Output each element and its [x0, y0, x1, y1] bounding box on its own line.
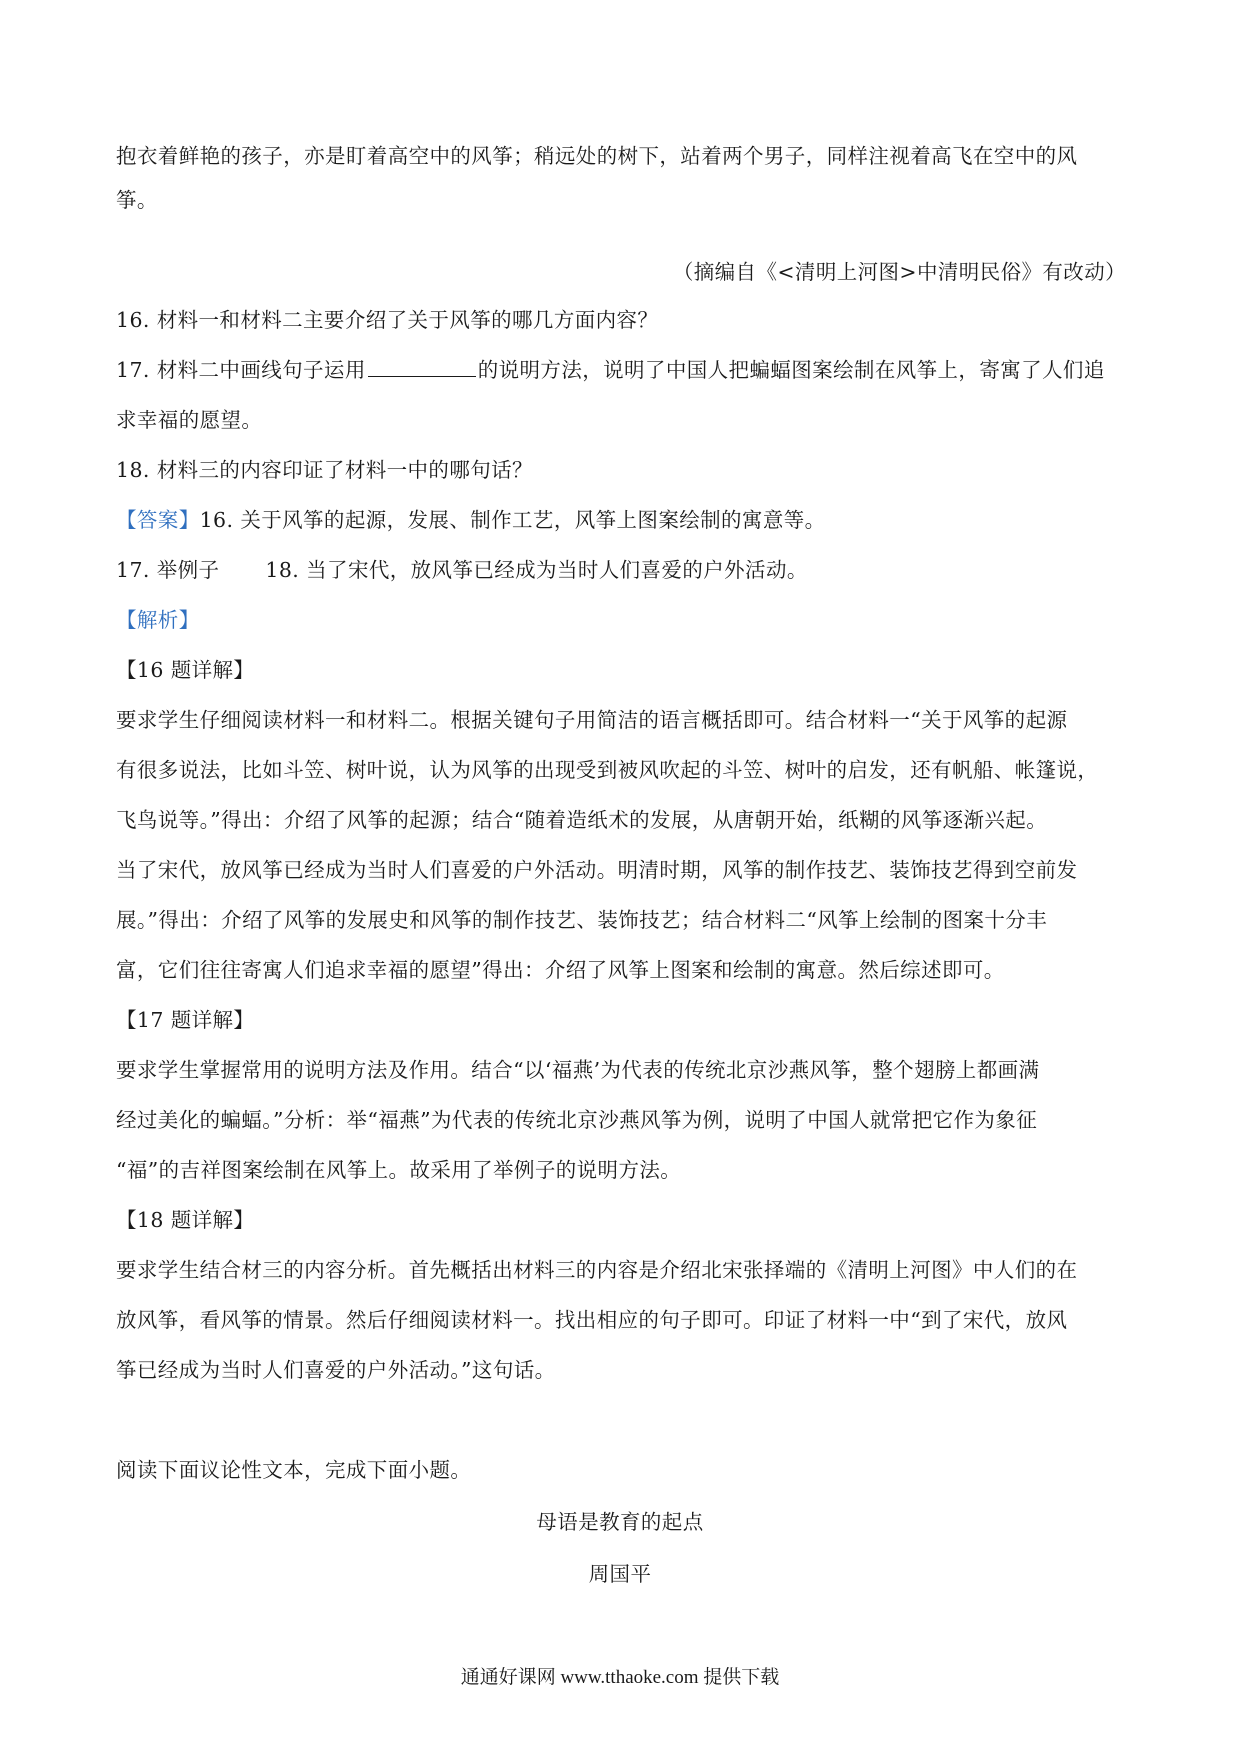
analysis-17-line: 经过美化的蝙蝠。”分析：举“福燕”为代表的传统北京沙燕风筝为例，说明了中国人就常把它作为象征: [116, 1108, 1038, 1132]
analysis-16-line: 飞鸟说等。”得出：介绍了风筝的起源；结合“随着造纸术的发展，从唐朝开始，纸糊的风筝逐渐兴起。: [116, 808, 1048, 832]
answer-line: [116, 506, 1126, 534]
question-17-suffix: 的说明方法，说明了中国人把蝙蝠图案绘制在风筝上，寄寓了人们追: [477, 358, 1105, 382]
analysis-heading-16: 【16 题详解】: [116, 658, 255, 682]
question-18: 18. 材料三的内容印证了材料一中的哪句话？: [116, 458, 533, 482]
article-title: 母语是教育的起点: [536, 1510, 704, 1534]
passage-source: （摘编自《<清明上河图>中清明民俗》有改动）: [672, 260, 1126, 284]
answer-16: 16. 关于风筝的起源，发展、制作工艺，风筝上图案绘制的寓意等。: [199, 508, 826, 532]
reading-instruction: 阅读下面议论性文本，完成下面小题。: [116, 1458, 472, 1482]
answer-label: 【答案】: [116, 508, 200, 532]
passage-text-line: 抱衣着鲜艳的孩子，亦是盯着高空中的风筝；稍远处的树下，站着两个男子，同样注视着高飞在空中的风: [116, 144, 1078, 168]
question-17-cont: 求幸福的愿望。: [116, 408, 263, 432]
analysis-16-line: 展。”得出：介绍了风筝的发展史和风筝的制作技艺、装饰技艺；结合材料二“风筝上绘制的图案十分丰: [116, 908, 1048, 932]
question-16: 16. 材料一和材料二主要介绍了关于风筝的哪几方面内容？: [116, 308, 659, 332]
answer-blank: [368, 356, 476, 377]
analysis-18-line: 放风筝，看风筝的情景。然后仔细阅读材料一。找出相应的句子即可。印证了材料一中“到了宋代，放风: [116, 1308, 1068, 1332]
question-17: [116, 356, 1126, 384]
answer-line-2: [116, 556, 1126, 584]
answer-17: 17. 举例子: [116, 558, 220, 582]
article-author: 周国平: [588, 1562, 652, 1586]
analysis-17-line: 要求学生掌握常用的说明方法及作用。结合“以‘福燕’为代表的传统北京沙燕风筝，整个翅膀上都画满: [116, 1058, 1040, 1082]
analysis-label: 【解析】: [116, 608, 200, 632]
page-footer: 通通好课网 www.tthaoke.com 提供下载: [460, 1667, 780, 1688]
analysis-heading-17: 【17 题详解】: [116, 1008, 255, 1032]
answer-18: 18. 当了宋代，放风筝已经成为当时人们喜爱的户外活动。: [265, 558, 808, 582]
question-17-prefix: 17. 材料二中画线句子运用: [116, 358, 366, 382]
passage-text-line: 筝。: [116, 188, 158, 212]
analysis-18-line: 要求学生结合材三的内容分析。首先概括出材料三的内容是介绍北宋张择端的《清明上河图》中人们的在: [116, 1258, 1078, 1282]
analysis-17-line: “福”的吉祥图案绘制在风筝上。故采用了举例子的说明方法。: [116, 1158, 682, 1182]
analysis-18-line: 筝已经成为当时人们喜爱的户外活动。”这句话。: [116, 1358, 556, 1382]
analysis-16-line: 富，它们往往寄寓人们追求幸福的愿望”得出：介绍了风筝上图案和绘制的寓意。然后综述即可。: [116, 958, 1005, 982]
analysis-16-line: 要求学生仔细阅读材料一和材料二。根据关键句子用简洁的语言概括即可。结合材料一“关于风筝的起源: [116, 708, 1068, 732]
analysis-heading-18: 【18 题详解】: [116, 1208, 255, 1232]
analysis-16-line: 有很多说法，比如斗笠、树叶说，认为风筝的出现受到被风吹起的斗笠、树叶的启发，还有帆船、帐篷说，: [116, 758, 1099, 782]
analysis-16-line: 当了宋代，放风筝已经成为当时人们喜爱的户外活动。明清时期，风筝的制作技艺、装饰技艺得到空前发: [116, 858, 1078, 882]
